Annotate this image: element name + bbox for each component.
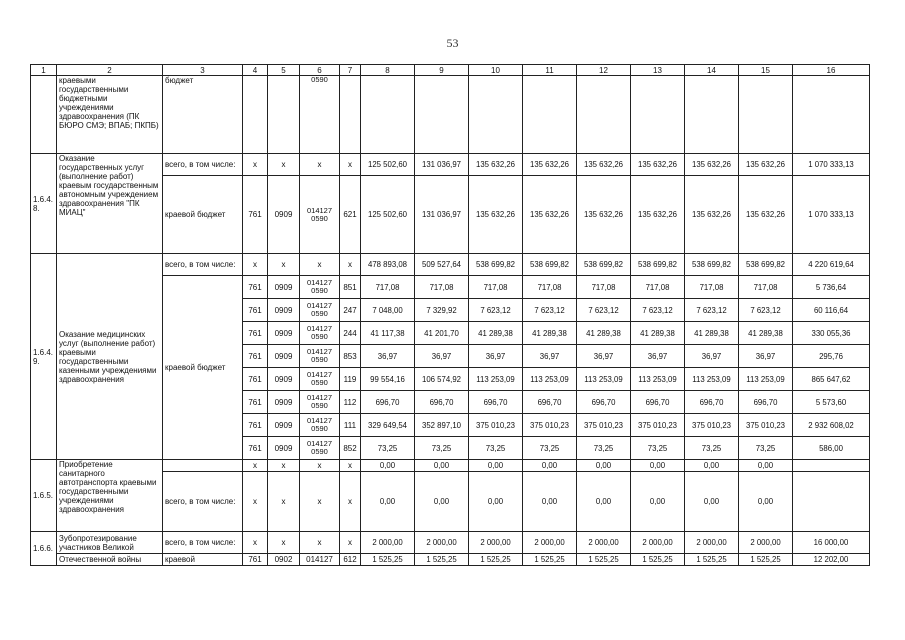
cell-total: [793, 460, 870, 472]
column-header: 7: [340, 65, 361, 76]
cell: 0909: [268, 176, 300, 254]
cell: 761: [243, 368, 268, 391]
cell-value: 135 632,26: [739, 176, 793, 254]
cell-item-number: 1.6.4. 8.: [31, 154, 57, 254]
budget-table: [30, 64, 870, 566]
cell-code: 014127 0590: [300, 437, 340, 460]
cell-value: 73,25: [685, 437, 739, 460]
cell-total: 12 202,00: [793, 554, 870, 566]
column-header-row: [31, 65, 870, 76]
cell-value: 36,97: [523, 345, 577, 368]
cell-source: [163, 460, 243, 472]
cell-value: 41 289,38: [631, 322, 685, 345]
cell: [361, 76, 415, 154]
cell-value: 375 010,23: [577, 414, 631, 437]
cell: x: [340, 532, 361, 554]
cell-value: 7 048,00: [361, 299, 415, 322]
cell-description: Приобретение санитарного автотранспорта краевыми государственными учреждениями здравоохранения: [57, 460, 163, 532]
cell-value: 0,00: [523, 472, 577, 532]
cell: 761: [243, 554, 268, 566]
cell-total: 60 116,64: [793, 299, 870, 322]
cell: 0909: [268, 414, 300, 437]
cell-value: 135 632,26: [469, 176, 523, 254]
cell-value: 538 699,82: [577, 254, 631, 276]
cell-code: 014127 0590: [300, 176, 340, 254]
cell-value: 36,97: [631, 345, 685, 368]
cell: [415, 76, 469, 154]
cell-source: краевой бюджет: [163, 176, 243, 254]
cell: [577, 76, 631, 154]
cell-value: 41 289,38: [739, 322, 793, 345]
column-header: 3: [163, 65, 243, 76]
cell-value: 696,70: [577, 391, 631, 414]
cell: 761: [243, 176, 268, 254]
cell: x: [268, 154, 300, 176]
cell-value: 36,97: [469, 345, 523, 368]
cell: 621: [340, 176, 361, 254]
cell-value: 538 699,82: [739, 254, 793, 276]
cell-value: 41 201,70: [415, 322, 469, 345]
cell-value: 113 253,09: [523, 368, 577, 391]
cell-value: 1 525,25: [631, 554, 685, 566]
cell-value: 696,70: [685, 391, 739, 414]
cell: 761: [243, 391, 268, 414]
cell-value: 2 000,00: [577, 532, 631, 554]
cell-total: 295,76: [793, 345, 870, 368]
cell: 851: [340, 276, 361, 299]
cell-value: 1 525,25: [685, 554, 739, 566]
cell-total: 4 220 619,64: [793, 254, 870, 276]
cell-value: 113 253,09: [577, 368, 631, 391]
cell-value: 125 502,60: [361, 176, 415, 254]
cell: 0909: [268, 391, 300, 414]
cell: 111: [340, 414, 361, 437]
cell: 853: [340, 345, 361, 368]
cell: x: [268, 472, 300, 532]
cell-value: 106 574,92: [415, 368, 469, 391]
cell: x: [340, 254, 361, 276]
cell-value: 135 632,26: [577, 154, 631, 176]
cell-description: Оказание медицинских услуг (выполнение работ) краевыми государственными казенными учреждениями здравоохранения: [57, 254, 163, 460]
cell-value: 7 623,12: [469, 299, 523, 322]
table-row: [31, 76, 870, 154]
cell: [523, 76, 577, 154]
cell-value: 2 000,00: [361, 532, 415, 554]
cell: 761: [243, 345, 268, 368]
cell: x: [340, 460, 361, 472]
cell-value: 696,70: [361, 391, 415, 414]
cell-value: 7 329,92: [415, 299, 469, 322]
cell-value: 329 649,54: [361, 414, 415, 437]
cell: 0909: [268, 299, 300, 322]
cell-value: 509 527,64: [415, 254, 469, 276]
cell-total: 1 070 333,13: [793, 176, 870, 254]
cell-value: 0,00: [685, 472, 739, 532]
cell: x: [268, 532, 300, 554]
cell: [469, 76, 523, 154]
cell-value: 41 289,38: [523, 322, 577, 345]
cell-value: 0,00: [415, 472, 469, 532]
cell-code: 014127 0590: [300, 414, 340, 437]
cell-total: 865 647,62: [793, 368, 870, 391]
table-row: [31, 154, 870, 176]
column-header: 9: [415, 65, 469, 76]
cell-value: 538 699,82: [469, 254, 523, 276]
cell-value: 696,70: [523, 391, 577, 414]
cell-value: 73,25: [523, 437, 577, 460]
cell-code: 0590: [300, 76, 340, 154]
cell-description: Оказание государственных услуг (выполнение работ) краевым государственным автономным учреждением здравоохранения "ПК МИАЦ": [57, 154, 163, 254]
cell-value: 1 525,25: [739, 554, 793, 566]
cell-value: 0,00: [739, 460, 793, 472]
cell-value: 375 010,23: [631, 414, 685, 437]
cell: 0909: [268, 437, 300, 460]
cell: 0909: [268, 276, 300, 299]
cell-value: 696,70: [739, 391, 793, 414]
cell-total: 5 736,64: [793, 276, 870, 299]
cell: 761: [243, 414, 268, 437]
cell-code: 014127: [300, 554, 340, 566]
cell-value: 1 525,25: [361, 554, 415, 566]
table-row: [31, 532, 870, 554]
cell: x: [243, 254, 268, 276]
cell-description: Отечественной войны: [57, 554, 163, 566]
cell-total: 1 070 333,13: [793, 154, 870, 176]
cell-value: 99 554,16: [361, 368, 415, 391]
cell: 612: [340, 554, 361, 566]
cell-value: 36,97: [577, 345, 631, 368]
cell-value: 0,00: [577, 472, 631, 532]
cell-value: 135 632,26: [631, 154, 685, 176]
cell-source: всего, в том числе:: [163, 154, 243, 176]
cell: [340, 76, 361, 154]
cell-value: 135 632,26: [523, 176, 577, 254]
cell-source: всего, в том числе:: [163, 254, 243, 276]
cell-value: 2 000,00: [685, 532, 739, 554]
cell-value: 73,25: [631, 437, 685, 460]
cell-value: 538 699,82: [685, 254, 739, 276]
cell-value: 478 893,08: [361, 254, 415, 276]
cell-value: 375 010,23: [739, 414, 793, 437]
cell-value: 113 253,09: [631, 368, 685, 391]
cell: x: [243, 460, 268, 472]
cell-value: 696,70: [415, 391, 469, 414]
cell-value: 7 623,12: [523, 299, 577, 322]
cell-value: 538 699,82: [631, 254, 685, 276]
cell-value: 73,25: [739, 437, 793, 460]
cell-value: 73,25: [577, 437, 631, 460]
cell: x: [268, 254, 300, 276]
cell-value: 135 632,26: [685, 176, 739, 254]
cell: [268, 76, 300, 154]
table-row: [31, 254, 870, 276]
cell: 112: [340, 391, 361, 414]
table-row: [31, 460, 870, 472]
cell: x: [340, 472, 361, 532]
cell-code: 014127 0590: [300, 299, 340, 322]
column-header: 1: [31, 65, 57, 76]
cell: x: [243, 472, 268, 532]
cell-total: 586,00: [793, 437, 870, 460]
cell-value: 73,25: [469, 437, 523, 460]
column-header: 10: [469, 65, 523, 76]
cell-value: 375 010,23: [469, 414, 523, 437]
cell-value: 0,00: [361, 472, 415, 532]
cell-value: 375 010,23: [523, 414, 577, 437]
cell-value: 717,08: [739, 276, 793, 299]
cell: 119: [340, 368, 361, 391]
cell-value: 0,00: [685, 460, 739, 472]
cell-value: 2 000,00: [631, 532, 685, 554]
cell-value: 717,08: [577, 276, 631, 299]
column-header: 8: [361, 65, 415, 76]
cell-value: 113 253,09: [685, 368, 739, 391]
column-header: 12: [577, 65, 631, 76]
column-header: 13: [631, 65, 685, 76]
cell: [685, 76, 739, 154]
cell: [243, 76, 268, 154]
cell-value: 1 525,25: [523, 554, 577, 566]
cell-value: 1 525,25: [577, 554, 631, 566]
column-header: 11: [523, 65, 577, 76]
cell-value: 2 000,00: [523, 532, 577, 554]
cell-value: 717,08: [523, 276, 577, 299]
cell-item-number: 1.6.5.: [31, 460, 57, 532]
cell: [739, 76, 793, 154]
cell-value: 1 525,25: [469, 554, 523, 566]
cell-value: 36,97: [739, 345, 793, 368]
cell: 761: [243, 437, 268, 460]
cell: x: [300, 254, 340, 276]
cell-value: 717,08: [469, 276, 523, 299]
cell-item-number: 1.6.6.: [31, 532, 57, 566]
cell-code: 014127 0590: [300, 368, 340, 391]
cell: 761: [243, 322, 268, 345]
cell-value: 135 632,26: [685, 154, 739, 176]
cell-code: 014127 0590: [300, 391, 340, 414]
cell-value: 717,08: [631, 276, 685, 299]
cell-source: бюджет: [163, 76, 243, 154]
cell-value: 696,70: [631, 391, 685, 414]
cell-value: 717,08: [685, 276, 739, 299]
cell-value: 352 897,10: [415, 414, 469, 437]
cell: 0909: [268, 345, 300, 368]
cell-value: 73,25: [415, 437, 469, 460]
cell-value: 0,00: [415, 460, 469, 472]
column-header: 5: [268, 65, 300, 76]
table-row: [31, 554, 870, 566]
cell: [31, 76, 57, 154]
cell: 852: [340, 437, 361, 460]
cell-total: 2 932 608,02: [793, 414, 870, 437]
cell-total: 16 000,00: [793, 532, 870, 554]
cell-value: 0,00: [523, 460, 577, 472]
cell-value: 0,00: [469, 472, 523, 532]
cell-value: 7 623,12: [739, 299, 793, 322]
cell: 0902: [268, 554, 300, 566]
cell-value: 538 699,82: [523, 254, 577, 276]
column-header: 16: [793, 65, 870, 76]
cell-value: 73,25: [361, 437, 415, 460]
cell-value: 717,08: [361, 276, 415, 299]
cell-value: 41 117,38: [361, 322, 415, 345]
cell: x: [300, 472, 340, 532]
column-header: 6: [300, 65, 340, 76]
cell: x: [268, 460, 300, 472]
cell: x: [300, 154, 340, 176]
cell-value: 135 632,26: [577, 176, 631, 254]
cell-value: 1 525,25: [415, 554, 469, 566]
cell-value: 0,00: [361, 460, 415, 472]
cell-value: 135 632,26: [523, 154, 577, 176]
cell-code: 014127 0590: [300, 345, 340, 368]
cell-source: всего, в том числе:: [163, 472, 243, 532]
cell: x: [243, 154, 268, 176]
cell-code: 014127 0590: [300, 322, 340, 345]
cell-value: 41 289,38: [685, 322, 739, 345]
cell-value: 375 010,23: [685, 414, 739, 437]
cell-value: 135 632,26: [739, 154, 793, 176]
cell-value: 135 632,26: [469, 154, 523, 176]
cell-value: 0,00: [577, 460, 631, 472]
cell-value: 2 000,00: [739, 532, 793, 554]
cell: 761: [243, 276, 268, 299]
cell-value: 41 289,38: [577, 322, 631, 345]
cell: x: [340, 154, 361, 176]
cell-value: 0,00: [739, 472, 793, 532]
cell-value: 41 289,38: [469, 322, 523, 345]
cell-value: 125 502,60: [361, 154, 415, 176]
cell-value: 717,08: [415, 276, 469, 299]
cell: 247: [340, 299, 361, 322]
cell-source: краевой: [163, 554, 243, 566]
cell-value: 135 632,26: [631, 176, 685, 254]
cell-value: 7 623,12: [631, 299, 685, 322]
cell: 244: [340, 322, 361, 345]
cell-description: Зубопротезирование участников Великой: [57, 532, 163, 554]
cell-value: 7 623,12: [577, 299, 631, 322]
cell-value: 0,00: [469, 460, 523, 472]
cell-value: 696,70: [469, 391, 523, 414]
cell-value: 2 000,00: [415, 532, 469, 554]
cell-value: 113 253,09: [469, 368, 523, 391]
cell: x: [300, 460, 340, 472]
cell-value: 2 000,00: [469, 532, 523, 554]
cell-source: краевой бюджет: [163, 276, 243, 460]
cell-value: 36,97: [361, 345, 415, 368]
cell: 761: [243, 299, 268, 322]
cell: 0909: [268, 368, 300, 391]
cell-total: 5 573,60: [793, 391, 870, 414]
cell-value: 113 253,09: [739, 368, 793, 391]
cell: 0909: [268, 322, 300, 345]
cell-value: 131 036,97: [415, 154, 469, 176]
column-header: 4: [243, 65, 268, 76]
cell-total: [793, 472, 870, 532]
cell: [631, 76, 685, 154]
cell-total: 330 055,36: [793, 322, 870, 345]
cell-value: 36,97: [685, 345, 739, 368]
cell-value: 131 036,97: [415, 176, 469, 254]
cell: [793, 76, 870, 154]
column-header: 15: [739, 65, 793, 76]
cell-code: 014127 0590: [300, 276, 340, 299]
cell-value: 0,00: [631, 460, 685, 472]
cell-source: всего, в том числе:: [163, 532, 243, 554]
column-header: 2: [57, 65, 163, 76]
cell-item-number: 1.6.4. 9.: [31, 254, 57, 460]
page-number: 53: [446, 36, 459, 50]
cell-value: 7 623,12: [685, 299, 739, 322]
cell-value: 36,97: [415, 345, 469, 368]
cell-value: 0,00: [631, 472, 685, 532]
cell: x: [300, 532, 340, 554]
column-header: 14: [685, 65, 739, 76]
cell: x: [243, 532, 268, 554]
cell-description: краевыми государственными бюджетными учреждениями здравоохранения (ПК БЮРО СМЭ; ВПАБ; ПКПБ): [57, 76, 163, 154]
